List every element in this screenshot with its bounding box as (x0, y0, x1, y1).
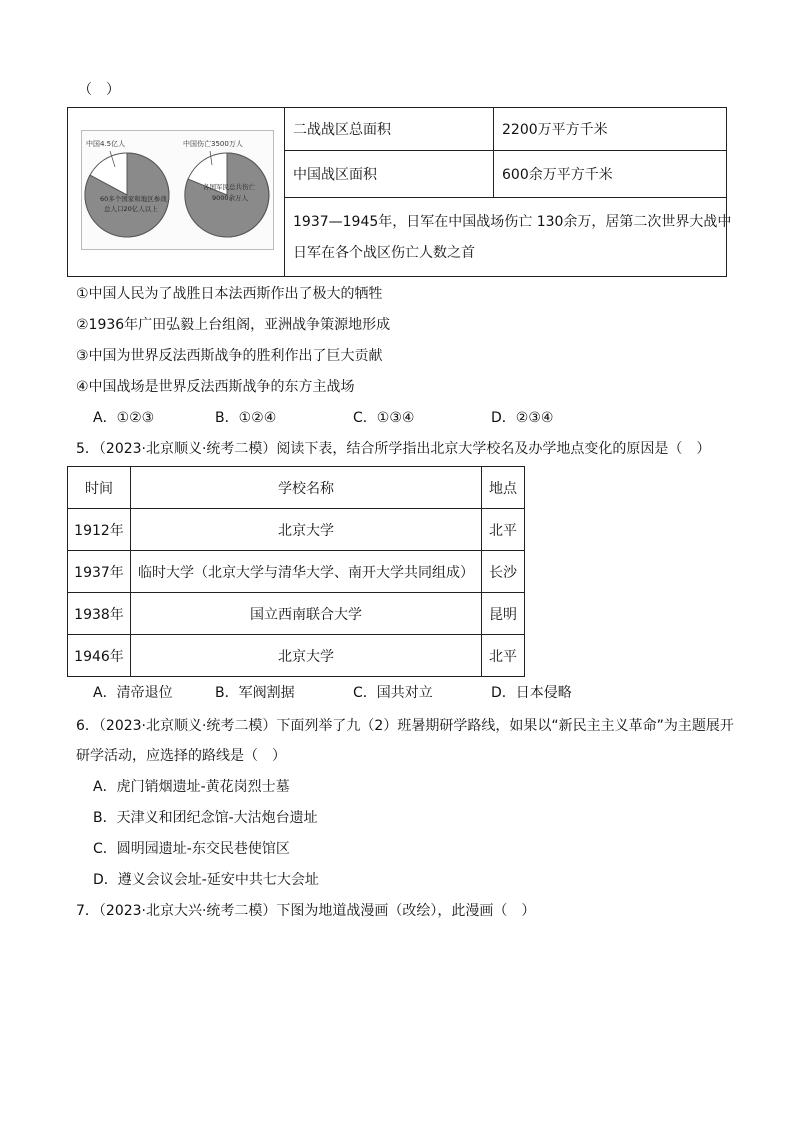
q5-header-place: 地点 (489, 480, 517, 497)
table-row-name: 北京大学 (278, 522, 334, 539)
q5-option-d[interactable]: D．日本侵略 (491, 685, 572, 701)
q6-option-c[interactable]: C．圆明园遗址-东交民巷使馆区 (93, 841, 290, 857)
table-row-name: 临时大学（北京大学与清华大学、南开大学共同组成） (138, 564, 474, 581)
table-row-place: 昆明 (489, 606, 517, 623)
right-pie-inner-1: 各国军民总共伤亡 (203, 183, 255, 191)
q5-option-c[interactable]: C．国共对立 (353, 685, 433, 701)
right-pie-label: 中国伤亡3500万人 (183, 140, 243, 148)
table-row-time: 1937年 (74, 564, 124, 581)
q5-option-b[interactable]: B．军阀割据 (215, 685, 295, 701)
table-row-time: 1912年 (74, 522, 124, 539)
q6-stem-line1: 6．（2023·北京顺义·统考二模）下面列举了九（2）班暑期研学路线，如果以“新民主主义革命”为主题展开 (76, 718, 734, 734)
q4-statement-3: ③中国为世界反法西斯战争的胜利作出了巨大贡献 (76, 348, 383, 364)
q4-option-d[interactable]: D．②③④ (491, 410, 554, 426)
q4-paren: （ ） (78, 82, 120, 98)
left-pie-inner-1: 60多个国家和地区参战 (100, 195, 167, 203)
q4-statement-2: ②1936年广田弘毅上台组阁，亚洲战争策源地形成 (76, 317, 391, 333)
table-row-place: 长沙 (489, 564, 517, 581)
q5-header-time: 时间 (85, 480, 113, 497)
q4-row2-value: 600余万平方千米 (502, 167, 613, 183)
q6-option-a[interactable]: A．虎门销烟遗址-黄花岗烈士墓 (93, 779, 290, 795)
pie-charts-svg (82, 131, 273, 249)
right-pie-inner-2: 9000余万人 (212, 194, 249, 202)
table-row-place: 北平 (489, 648, 517, 665)
q4-row3-line1: 1937—1945年，日军在中国战场伤亡 130余万，居第二次世界大战中 (293, 214, 732, 230)
q5-option-a[interactable]: A．清帝退位 (93, 685, 173, 701)
left-pie-label: 中国4.5亿人 (86, 140, 126, 148)
q6-option-d[interactable]: D．遵义会议会址-延安中共七大会址 (93, 872, 319, 888)
q4-row2-label: 中国战区面积 (293, 167, 377, 183)
q5-stem: 5．（2023·北京顺义·统考二模）阅读下表，结合所学指出北京大学校名及办学地点变化的原因是（ ） (76, 441, 711, 457)
q5-header-name: 学校名称 (278, 480, 334, 497)
pie-charts-image (81, 130, 274, 250)
q4-option-a[interactable]: A．①②③ (93, 410, 155, 426)
q7-stem: 7．（2023·北京大兴·统考二模）下图为地道战漫画（改绘），此漫画（ ） (76, 903, 536, 919)
q4-row1-value: 2200万平方千米 (502, 122, 608, 138)
q4-option-c[interactable]: C．①③④ (353, 410, 415, 426)
q4-statement-1: ①中国人民为了战胜日本法西斯作出了极大的牺牲 (76, 286, 383, 302)
q4-option-b[interactable]: B．①②④ (215, 410, 277, 426)
q4-row1-label: 二战战区总面积 (293, 122, 391, 138)
table-row-time: 1946年 (74, 648, 124, 665)
q4-table (67, 107, 732, 277)
left-pie-inner-2: 总人口20亿人以上 (104, 205, 158, 213)
table-row-name: 国立西南联合大学 (250, 606, 362, 623)
q6-option-b[interactable]: B．天津义和团纪念馆-大沽炮台遗址 (93, 810, 318, 826)
table-row-time: 1938年 (74, 606, 124, 623)
q6-stem-line2: 研学活动，应选择的路线是（ ） (76, 748, 286, 764)
table-row-place: 北平 (489, 522, 517, 539)
table-row-name: 北京大学 (278, 648, 334, 665)
q4-row3-line2: 日军在各个战区伤亡人数之首 (293, 245, 475, 261)
q4-statement-4: ④中国战场是世界反法西斯战争的东方主战场 (76, 379, 355, 395)
q5-table (67, 466, 525, 677)
